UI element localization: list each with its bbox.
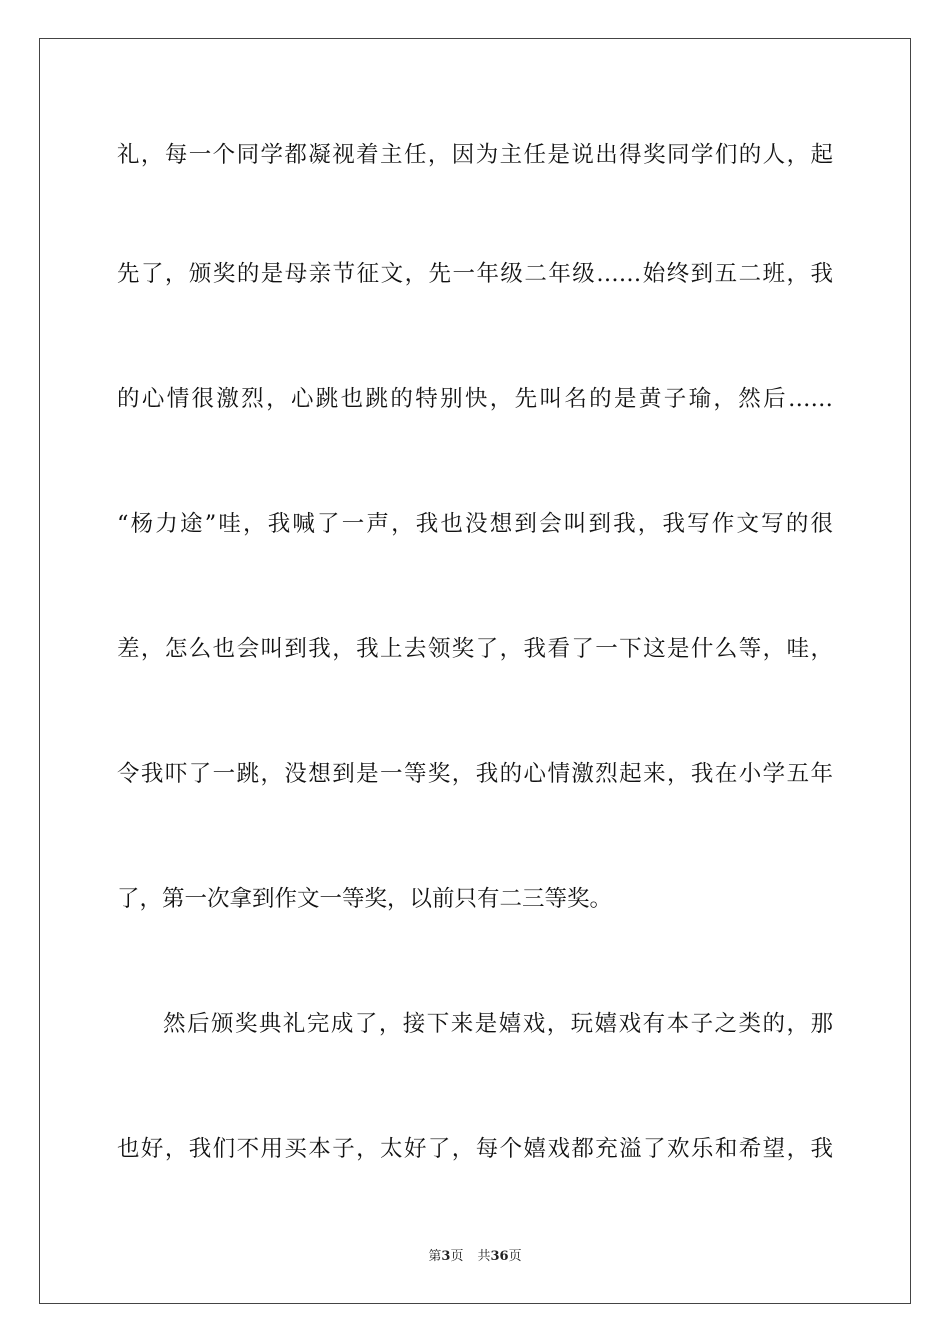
text-line-7: 了，第一次拿到作文一等奖，以前只有二三等奖。 bbox=[117, 886, 613, 912]
total-suffix: 页 bbox=[508, 1249, 522, 1264]
page-prefix: 第 bbox=[428, 1249, 442, 1264]
text-line-8: 然后颁奖典礼完成了，接下来是嬉戏，玩嬉戏有本子之类的，那 bbox=[163, 1011, 833, 1037]
page-frame bbox=[39, 38, 911, 1304]
total-prefix: 共 bbox=[477, 1249, 491, 1264]
text-line-1: 礼，每一个同学都凝视着主任，因为主任是说出得奖同学们的人，起 bbox=[117, 142, 833, 168]
total-pages: 36 bbox=[490, 1249, 509, 1264]
text-line-4: “杨力途”哇，我喊了一声，我也没想到会叫到我，我写作文写的很 bbox=[117, 511, 833, 537]
text-line-6: 令我吓了一跳，没想到是一等奖，我的心情激烈起来，我在小学五年 bbox=[117, 761, 833, 787]
text-line-2: 先了，颁奖的是母亲节征文，先一年级二年级……始终到五二班，我 bbox=[117, 261, 833, 287]
page-number: 3 bbox=[441, 1249, 451, 1264]
text-line-9: 也好，我们不用买本子，太好了，每个嬉戏都充溢了欢乐和希望，我 bbox=[117, 1136, 833, 1162]
page-footer bbox=[0, 1248, 950, 1266]
text-line-5: 差，怎么也会叫到我，我上去领奖了，我看了一下这是什么等，哇， bbox=[117, 636, 833, 662]
page-suffix: 页 bbox=[450, 1249, 464, 1264]
text-line-3: 的心情很激烈，心跳也跳的特别快，先叫名的是黄子瑜，然后…… bbox=[117, 386, 833, 412]
